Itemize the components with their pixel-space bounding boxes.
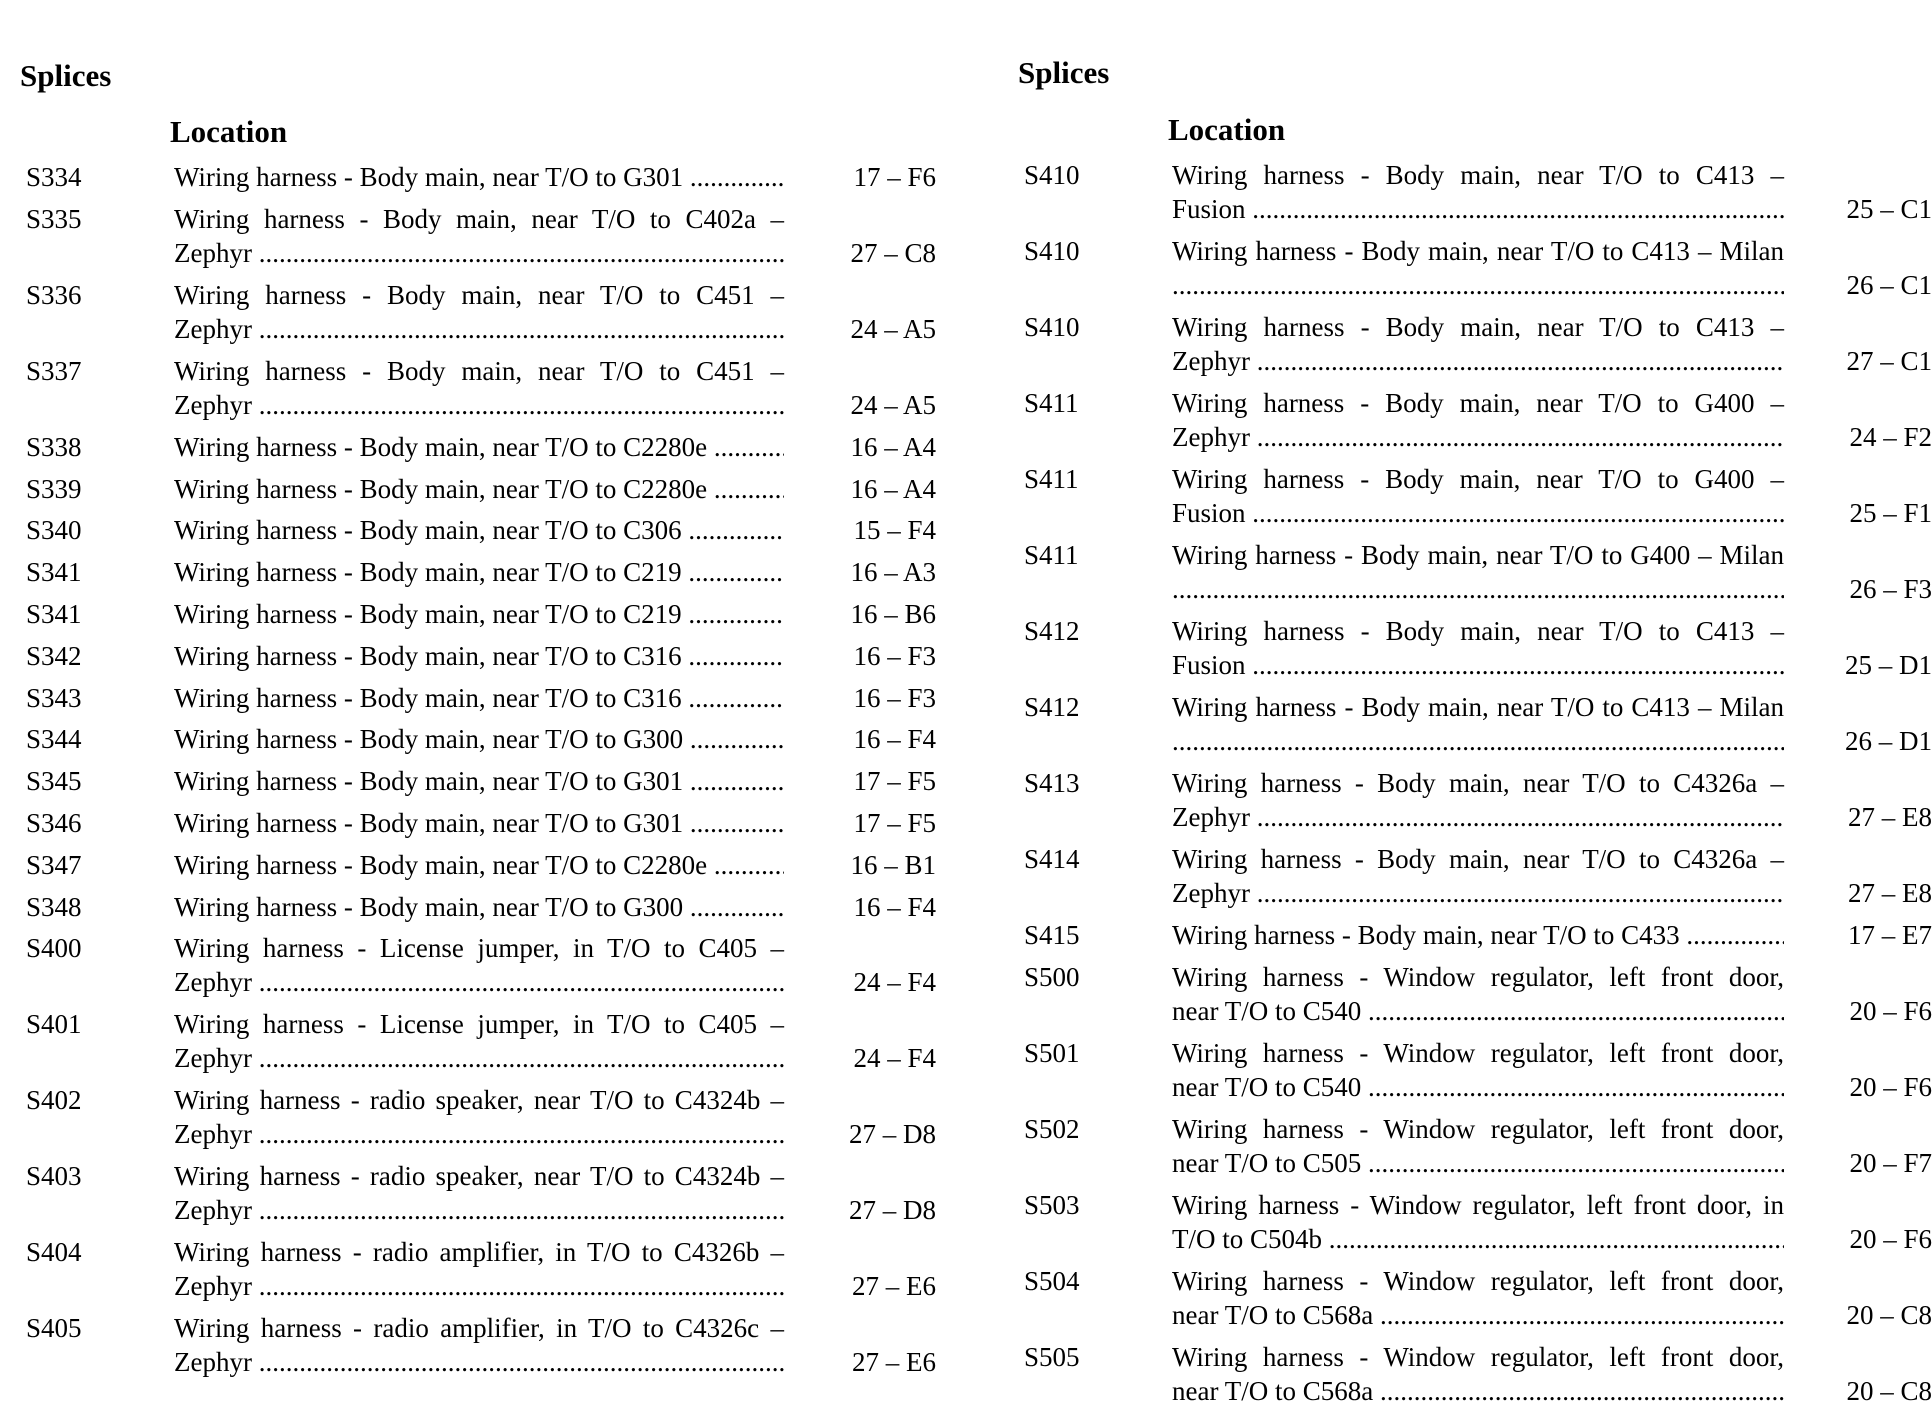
grid-reference: 27 – E6 — [852, 1271, 936, 1302]
splice-code: S413 — [1024, 768, 1080, 798]
splice-location — [1172, 1188, 1784, 1256]
splice-code: S414 — [1024, 844, 1080, 874]
left-location-heading: Location — [170, 114, 288, 149]
grid-reference: 16 – F4 — [853, 724, 936, 755]
splice-location-continuation: Zephyr ..... — [174, 312, 784, 346]
splice-code: S504 — [1024, 1265, 1080, 1296]
splice-code: S505 — [1024, 1341, 1080, 1372]
splice-row — [1018, 1188, 1932, 1264]
splice-location-continuation: Zephyr ..... — [1172, 800, 1784, 834]
grid-reference: 25 – C1 — [1846, 194, 1932, 224]
splice-location: Wiring harness - Body main, near T/O to C316 ..... — [174, 639, 784, 673]
grid-reference: 17 – F5 — [853, 808, 936, 838]
splice-code: S348 — [26, 891, 82, 922]
splice-row — [1018, 310, 1932, 386]
splice-location — [174, 202, 784, 270]
grid-reference: 24 – A5 — [850, 313, 936, 344]
splice-location-line: Wiring harness - License jumper, in T/O to C405 – — [174, 1009, 784, 1040]
splice-location-line: Wiring harness - Body main, near T/O to C402a – — [174, 203, 784, 234]
splice-location — [1172, 538, 1784, 606]
splice-code: S402 — [26, 1085, 82, 1116]
splice-location-line: Wiring harness - Window regulator, left front door, — [1172, 961, 1784, 992]
grid-reference: 16 – A3 — [850, 557, 936, 588]
splice-code: S347 — [26, 849, 82, 880]
splice-location: Wiring harness - Body main, near T/O to G301 ..... — [174, 764, 784, 798]
splice-row — [20, 1311, 936, 1387]
grid-reference: 20 – F6 — [1849, 1071, 1932, 1102]
splice-code: S410 — [1024, 236, 1080, 266]
splice-location-continuation: Zephyr ..... — [174, 236, 784, 270]
splice-row — [1018, 538, 1932, 614]
splice-location — [1172, 766, 1784, 834]
grid-reference: 17 – E7 — [1848, 920, 1932, 950]
splice-location: Wiring harness - Body main, near T/O to C219 ..... — [174, 555, 784, 589]
splice-code: S336 — [26, 279, 82, 310]
splice-code: S405 — [26, 1313, 82, 1344]
splice-location-continuation — [1172, 724, 1784, 758]
splice-code: S415 — [1024, 920, 1080, 950]
grid-reference: 27 – E8 — [1848, 878, 1932, 908]
splice-row — [1018, 1112, 1932, 1188]
splice-location: Wiring harness - Body main, near T/O to C2280e ..... — [174, 430, 784, 464]
splice-location — [174, 1311, 784, 1379]
grid-reference: 17 – F5 — [853, 766, 936, 797]
splice-location-continuation: Zephyr ..... — [1172, 420, 1784, 454]
splice-location-line: Wiring harness - Body main, near T/O to C413 – — [1172, 160, 1784, 190]
grid-reference: 20 – F6 — [1849, 1223, 1932, 1254]
splice-location: Wiring harness - Body main, near T/O to C2280e ..... — [174, 472, 784, 506]
grid-reference: 26 – D1 — [1845, 726, 1932, 756]
splice-code: S346 — [26, 808, 82, 838]
splice-location-line: Wiring harness - Body main, near T/O to C413 – Milan — [1172, 236, 1784, 266]
grid-reference: 25 – D1 — [1845, 650, 1932, 680]
splice-code: S410 — [1024, 312, 1080, 342]
splice-location-line: Wiring harness - radio amplifier, in T/O to C4326c – — [174, 1313, 784, 1344]
splice-location — [1172, 462, 1784, 530]
splice-row — [20, 1007, 936, 1083]
splice-location — [1172, 842, 1784, 910]
splice-location-continuation: Fusion ..... — [1172, 192, 1784, 226]
splice-location-line: Wiring harness - License jumper, in T/O to C405 – — [174, 933, 784, 964]
splice-code: S344 — [26, 724, 82, 755]
grid-reference: 20 – C8 — [1846, 1375, 1932, 1406]
splice-location-continuation: Fusion ..... — [1172, 648, 1784, 682]
splice-location: Wiring harness - Body main, near T/O to C316 ..... — [174, 681, 784, 715]
splice-location-continuation: Zephyr ..... — [174, 1041, 784, 1075]
grid-reference: 24 – F2 — [1849, 422, 1932, 452]
splice-code: S502 — [1024, 1113, 1080, 1144]
grid-reference: 27 – D8 — [849, 1195, 936, 1226]
grid-reference: 16 – A4 — [850, 473, 936, 504]
grid-reference: 26 – C1 — [1846, 270, 1932, 300]
splice-code: S339 — [26, 473, 82, 504]
splice-location — [1172, 158, 1784, 226]
splice-row — [1018, 960, 1932, 1036]
splice-location-line: Wiring harness - Body main, near T/O to G400 – — [1172, 464, 1784, 494]
splice-location — [1172, 1340, 1784, 1408]
splice-row — [1018, 614, 1932, 690]
grid-reference: 16 – F3 — [853, 640, 936, 671]
splice-location-continuation: near T/O to C540 ..... — [1172, 1070, 1784, 1104]
splice-code: S503 — [1024, 1189, 1080, 1220]
left-section-title: Splices — [20, 58, 112, 93]
splice-location-continuation: Zephyr ..... — [174, 388, 784, 422]
splice-code: S400 — [26, 933, 82, 964]
splice-location-line: Wiring harness - Window regulator, left front door, — [1172, 1265, 1784, 1296]
grid-reference: 26 – F3 — [1849, 574, 1932, 604]
splice-location-line: Wiring harness - Body main, near T/O to C413 – — [1172, 312, 1784, 342]
splice-row — [20, 931, 936, 1007]
grid-reference: 16 – F3 — [853, 682, 936, 713]
grid-reference: 24 – F4 — [853, 967, 936, 998]
splice-code: S342 — [26, 640, 82, 671]
grid-reference: 16 – A4 — [850, 431, 936, 462]
grid-reference: 27 – C1 — [1846, 346, 1932, 376]
splice-row — [1018, 386, 1932, 462]
splice-code: S410 — [1024, 160, 1080, 190]
grid-reference: 17 – F6 — [853, 162, 936, 192]
splice-code: S341 — [26, 599, 82, 629]
grid-reference: 16 – B6 — [850, 599, 936, 629]
splice-location-line: Wiring harness - Body main, near T/O to C413 – — [1172, 616, 1784, 646]
splice-location-continuation: Zephyr ..... — [174, 1269, 784, 1303]
splice-location-continuation: Zephyr ..... — [174, 965, 784, 999]
splice-location — [1172, 234, 1784, 302]
splice-location — [174, 1235, 784, 1303]
splice-location — [1172, 310, 1784, 378]
splice-row — [1018, 1264, 1932, 1340]
splice-location-continuation: T/O to C504b ..... — [1172, 1222, 1784, 1256]
splice-location-continuation: near T/O to C568a ..... — [1172, 1298, 1784, 1332]
splice-row — [20, 1083, 936, 1159]
splice-location — [1172, 690, 1784, 758]
grid-reference: 20 – F7 — [1849, 1147, 1932, 1178]
splice-location-line: Wiring harness - Body main, near T/O to C413 – Milan — [1172, 692, 1784, 722]
splice-location-continuation: Fusion ..... — [1172, 496, 1784, 530]
splice-code: S343 — [26, 682, 82, 713]
splice-location-line: Wiring harness - Window regulator, left front door, — [1172, 1037, 1784, 1068]
splice-location: Wiring harness - Body main, near T/O to G301 ..... — [174, 160, 784, 194]
splice-row — [1018, 1340, 1932, 1416]
splice-row — [1018, 462, 1932, 538]
splice-row — [1018, 842, 1932, 918]
grid-reference: 15 – F4 — [853, 515, 936, 546]
splice-code: S335 — [26, 203, 82, 234]
splice-location — [1172, 1264, 1784, 1332]
splice-location-continuation: Zephyr ..... — [174, 1345, 784, 1379]
splice-location-line: Wiring harness - Window regulator, left front door, — [1172, 1341, 1784, 1372]
grid-reference: 27 – D8 — [849, 1119, 936, 1150]
splice-location — [174, 1007, 784, 1075]
splice-location-continuation: near T/O to C568a ..... — [1172, 1374, 1784, 1408]
splice-code: S401 — [26, 1009, 82, 1040]
splice-code: S334 — [26, 162, 82, 192]
splice-code: S500 — [1024, 961, 1080, 992]
splice-row — [20, 202, 936, 278]
grid-reference: 20 – C8 — [1846, 1299, 1932, 1330]
splice-location: Wiring harness - Body main, near T/O to G300 ..... — [174, 890, 784, 924]
splice-location — [174, 354, 784, 422]
grid-reference: 27 – E8 — [1848, 802, 1932, 832]
splice-row — [1018, 690, 1932, 766]
grid-reference: 16 – B1 — [850, 849, 936, 880]
splice-location-line: Wiring harness - Body main, near T/O to G400 – — [1172, 388, 1784, 418]
splice-code: S412 — [1024, 616, 1080, 646]
splice-location: Wiring harness - Body main, near T/O to C433 ..... — [1172, 918, 1784, 952]
splice-code: S411 — [1024, 464, 1079, 494]
splice-location — [174, 931, 784, 999]
splice-location-continuation: Zephyr ..... — [174, 1117, 784, 1151]
splice-location-continuation: Zephyr ..... — [1172, 344, 1784, 378]
splice-row — [20, 1235, 936, 1311]
splice-location-line: Wiring harness - Body main, near T/O to G400 – Milan — [1172, 540, 1784, 570]
grid-reference: 16 – F4 — [853, 891, 936, 922]
splice-location — [1172, 960, 1784, 1028]
splice-row — [1018, 1036, 1932, 1112]
splice-code: S403 — [26, 1161, 82, 1192]
splice-code: S341 — [26, 557, 82, 588]
splice-code: S337 — [26, 355, 82, 386]
splice-location-line: Wiring harness - Body main, near T/O to C4326a – — [1172, 768, 1784, 798]
grid-reference: 27 – E6 — [852, 1347, 936, 1378]
grid-reference: 27 – C8 — [850, 237, 936, 268]
splice-row — [1018, 158, 1932, 234]
splice-location-line: Wiring harness - Window regulator, left front door, — [1172, 1113, 1784, 1144]
splice-location: Wiring harness - Body main, near T/O to G301 ..... — [174, 806, 784, 840]
splice-location — [1172, 614, 1784, 682]
grid-reference: 24 – A5 — [850, 389, 936, 420]
splice-code: S412 — [1024, 692, 1080, 722]
splice-location-continuation: Zephyr ..... — [174, 1193, 784, 1227]
splice-location — [1172, 1036, 1784, 1104]
splice-code: S411 — [1024, 540, 1079, 570]
splice-code: S345 — [26, 766, 82, 797]
splice-location-continuation: Zephyr ..... — [1172, 876, 1784, 910]
splice-location-continuation: near T/O to C505 ..... — [1172, 1146, 1784, 1180]
splice-code: S501 — [1024, 1037, 1080, 1068]
splice-location — [1172, 1112, 1784, 1180]
splice-code: S340 — [26, 515, 82, 546]
splice-row — [20, 1159, 936, 1235]
splice-row — [20, 278, 936, 354]
splice-location: Wiring harness - Body main, near T/O to C306 ..... — [174, 513, 784, 547]
splice-row — [20, 354, 936, 430]
grid-reference: 25 – F1 — [1849, 498, 1932, 528]
splice-code: S404 — [26, 1237, 82, 1268]
splice-location: Wiring harness - Body main, near T/O to C2280e ..... — [174, 848, 784, 882]
splice-location-line: Wiring harness - Window regulator, left front door, in — [1172, 1189, 1784, 1220]
splice-location — [174, 1083, 784, 1151]
splice-location-continuation — [1172, 572, 1784, 606]
splice-location-continuation: near T/O to C540 ..... — [1172, 994, 1784, 1028]
grid-reference: 24 – F4 — [853, 1043, 936, 1074]
splice-location — [1172, 386, 1784, 454]
splice-code: S411 — [1024, 388, 1079, 418]
splice-row — [1018, 766, 1932, 842]
splice-location-line: Wiring harness - Body main, near T/O to C4326a – — [1172, 844, 1784, 874]
splice-location-continuation — [1172, 268, 1784, 302]
splice-location: Wiring harness - Body main, near T/O to G300 ..... — [174, 722, 784, 756]
right-location-heading: Location — [1168, 112, 1286, 147]
splice-location: Wiring harness - Body main, near T/O to C219 ..... — [174, 597, 784, 631]
splice-row — [1018, 234, 1932, 310]
grid-reference: 20 – F6 — [1849, 995, 1932, 1026]
splice-location-line: Wiring harness - radio speaker, near T/O to C4324b – — [174, 1085, 784, 1116]
splice-location-line: Wiring harness - radio speaker, near T/O to C4324b – — [174, 1161, 784, 1192]
splice-location-line: Wiring harness - radio amplifier, in T/O to C4326b – — [174, 1237, 784, 1268]
splice-code: S338 — [26, 431, 82, 462]
splice-location — [174, 278, 784, 346]
splice-location-line: Wiring harness - Body main, near T/O to C451 – — [174, 355, 784, 386]
splice-location — [174, 1159, 784, 1227]
splice-location-line: Wiring harness - Body main, near T/O to C451 – — [174, 279, 784, 310]
right-section-title: Splices — [1018, 55, 1110, 90]
